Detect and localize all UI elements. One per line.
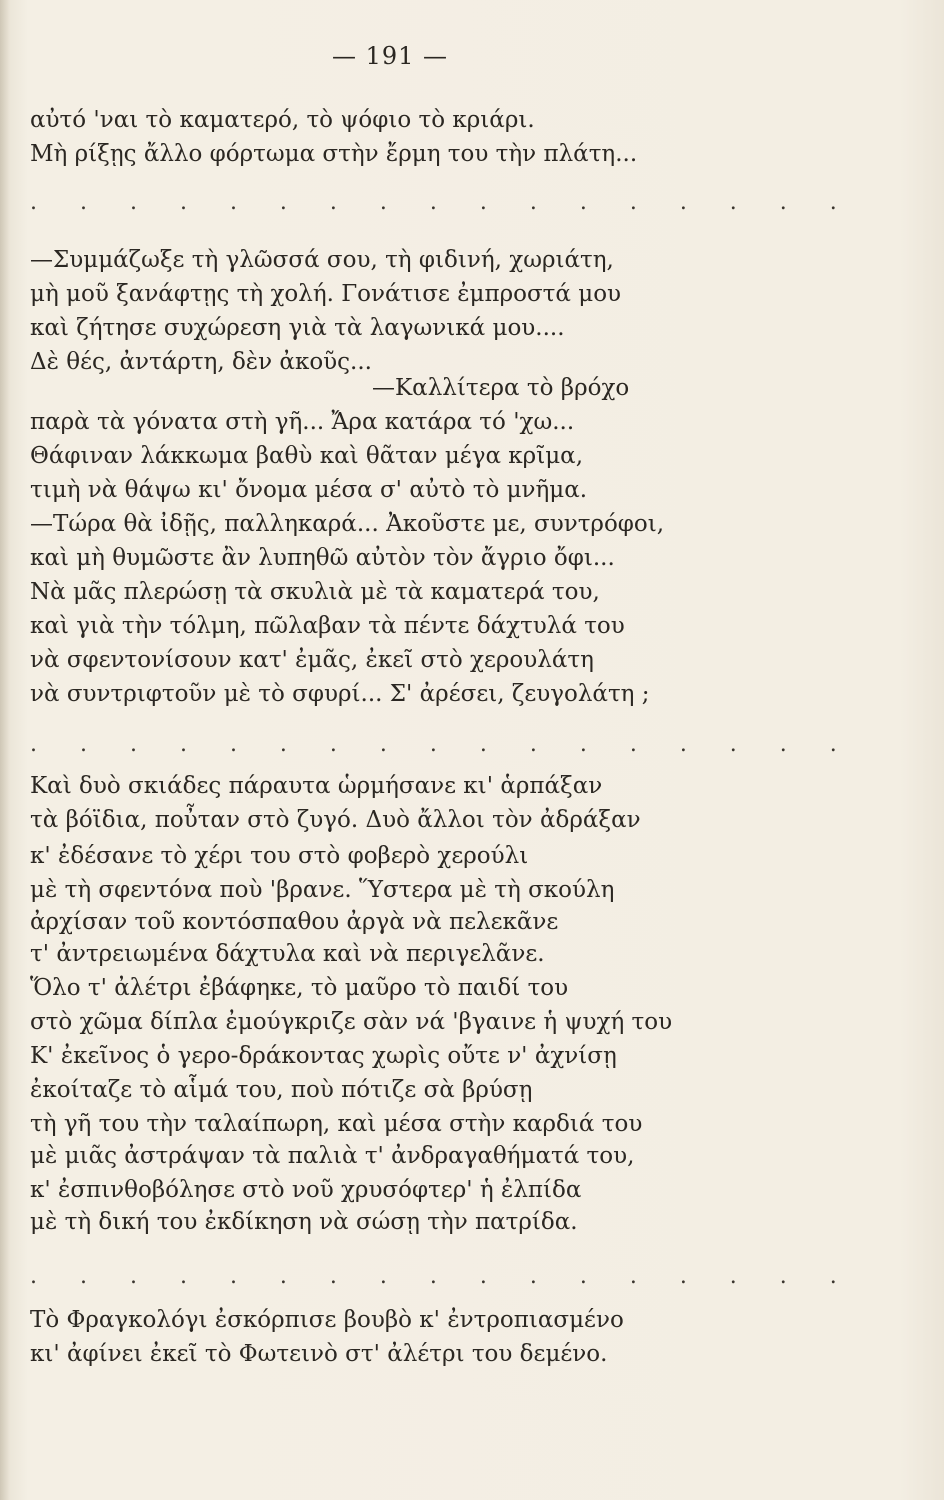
poem-line: Δὲ θές, ἀντάρτη, δὲν ἀκοῦς... xyxy=(30,349,372,375)
poem-line: καὶ γιὰ τὴν τόλμη, πῶλαβαν τὰ πέντε δάχτυλά του xyxy=(30,613,625,639)
poem-line: Νὰ μᾶς πλερώσῃ τὰ σκυλιὰ μὲ τὰ καματερά του, xyxy=(30,579,600,605)
poem-line: καὶ μὴ θυμῶστε ἂν λυπηθῶ αὐτὸν τὸν ἄγριο ὄφι... xyxy=(30,545,615,571)
page-gutter-shadow xyxy=(0,0,10,1500)
poem-line: αὐτό 'ναι τὸ καματερό, τὸ ψόφιο τὸ κριάρι. xyxy=(30,107,535,133)
poem-line: μὲ τὴ δική του ἐκδίκηση νὰ σώσῃ τὴν πατρίδα. xyxy=(30,1209,578,1235)
poem-line: —Συμμάζωξε τὴ γλῶσσά σου, τὴ φιδινή, χωριάτη, xyxy=(30,247,614,273)
poem-line: παρὰ τὰ γόνατα στὴ γῆ... Ἄρα κατάρα τό 'χω... xyxy=(30,409,575,435)
section-separator: . . . . . . . . . . . . . . . . . xyxy=(30,732,855,757)
poem-line: κι' ἀφίνει ἐκεῖ τὸ Φωτεινὸ στ' ἀλέτρι του δεμένο. xyxy=(30,1341,608,1367)
poem-line: κ' ἐδέσανε τὸ χέρι του στὸ φοβερὸ χερούλι xyxy=(30,843,529,869)
page-number: — 191 — xyxy=(331,42,449,70)
poem-line: Τὸ Φραγκολόγι ἐσκόρπισε βουβὸ κ' ἐντροπιασμένο xyxy=(30,1307,624,1333)
poem-line: μὲ τὴ σφεντόνα ποὺ 'βρανε. Ὕστερα μὲ τὴ σκούλη xyxy=(30,877,615,903)
poem-line: κ' ἐσπινθοβόλησε στὸ νοῦ χρυσόφτερ' ἡ ἐλπίδα xyxy=(30,1177,582,1203)
poem-line: τὰ βόϊδια, ποὖταν στὸ ζυγό. Δυὸ ἄλλοι τὸν ἀδράξαν xyxy=(30,807,641,833)
poem-line: —Καλλίτερα τὸ βρόχο xyxy=(372,375,630,401)
poem-line: ἐκοίταζε τὸ αἷμά του, ποὺ πότιζε σὰ βρύσῃ xyxy=(30,1077,533,1103)
poem-line: μὲ μιᾶς ἀστράψαν τὰ παλιὰ τ' ἀνδραγαθήματά του, xyxy=(30,1143,635,1169)
poem-line: ἀρχίσαν τοῦ κοντόσπαθου ἀργὰ νὰ πελεκᾶνε xyxy=(30,909,559,935)
poem-line: μὴ μοῦ ξανάφτῃς τὴ χολή. Γονάτισε ἐμπροστά μου xyxy=(30,281,622,307)
poem-line: Καὶ δυὸ σκιάδες πάραυτα ὡρμήσανε κι' ἁρπάξαν xyxy=(30,773,603,799)
section-separator: . . . . . . . . . . . . . . . . . xyxy=(30,190,855,215)
poem-line: νὰ συντριφτοῦν μὲ τὸ σφυρί... Σ' ἀρέσει, ζευγολάτη ; xyxy=(30,681,650,707)
section-separator: . . . . . . . . . . . . . . . . . xyxy=(30,1264,855,1289)
poem-line: Μὴ ρίξῃς ἄλλο φόρτωμα στὴν ἔρμη του τὴν πλάτη... xyxy=(30,141,638,167)
poem-line: τὴ γῆ του τὴν ταλαίπωρη, καὶ μέσα στὴν καρδιά του xyxy=(30,1111,643,1137)
poem-line: Θάφιναν λάκκωμα βαθὺ καὶ θᾶταν μέγα κρῖμα, xyxy=(30,443,584,469)
poem-line: Ὅλο τ' ἀλέτρι ἐβάφηκε, τὸ μαῦρο τὸ παιδί του xyxy=(30,975,569,1001)
poem-line: τ' ἀντρειωμένα δάχτυλα καὶ νὰ περιγελᾶνε. xyxy=(30,941,545,967)
poem-line: νὰ σφεντονίσουν κατ' ἐμᾶς, ἐκεῖ στὸ χερουλάτη xyxy=(30,647,594,673)
poem-line: στὸ χῶμα δίπλα ἐμούγκριζε σὰν νά 'βγαινε ἡ ψυχή του xyxy=(30,1009,673,1035)
poem-line: —Τώρα θὰ ἰδῇς, παλληκαρά... Ἀκοῦστε με, συντρόφοι, xyxy=(30,511,665,537)
poem-line: καὶ ζήτησε συχώρεση γιὰ τὰ λαγωνικά μου.... xyxy=(30,315,565,341)
poem-line: Κ' ἐκεῖνος ὁ γερο-δράκοντας χωρὶς οὔτε ν' ἀχνίσῃ xyxy=(30,1043,617,1069)
poem-line: τιμὴ νὰ θάψω κι' ὄνομα μέσα σ' αὐτὸ τὸ μνῆμα. xyxy=(30,477,588,503)
